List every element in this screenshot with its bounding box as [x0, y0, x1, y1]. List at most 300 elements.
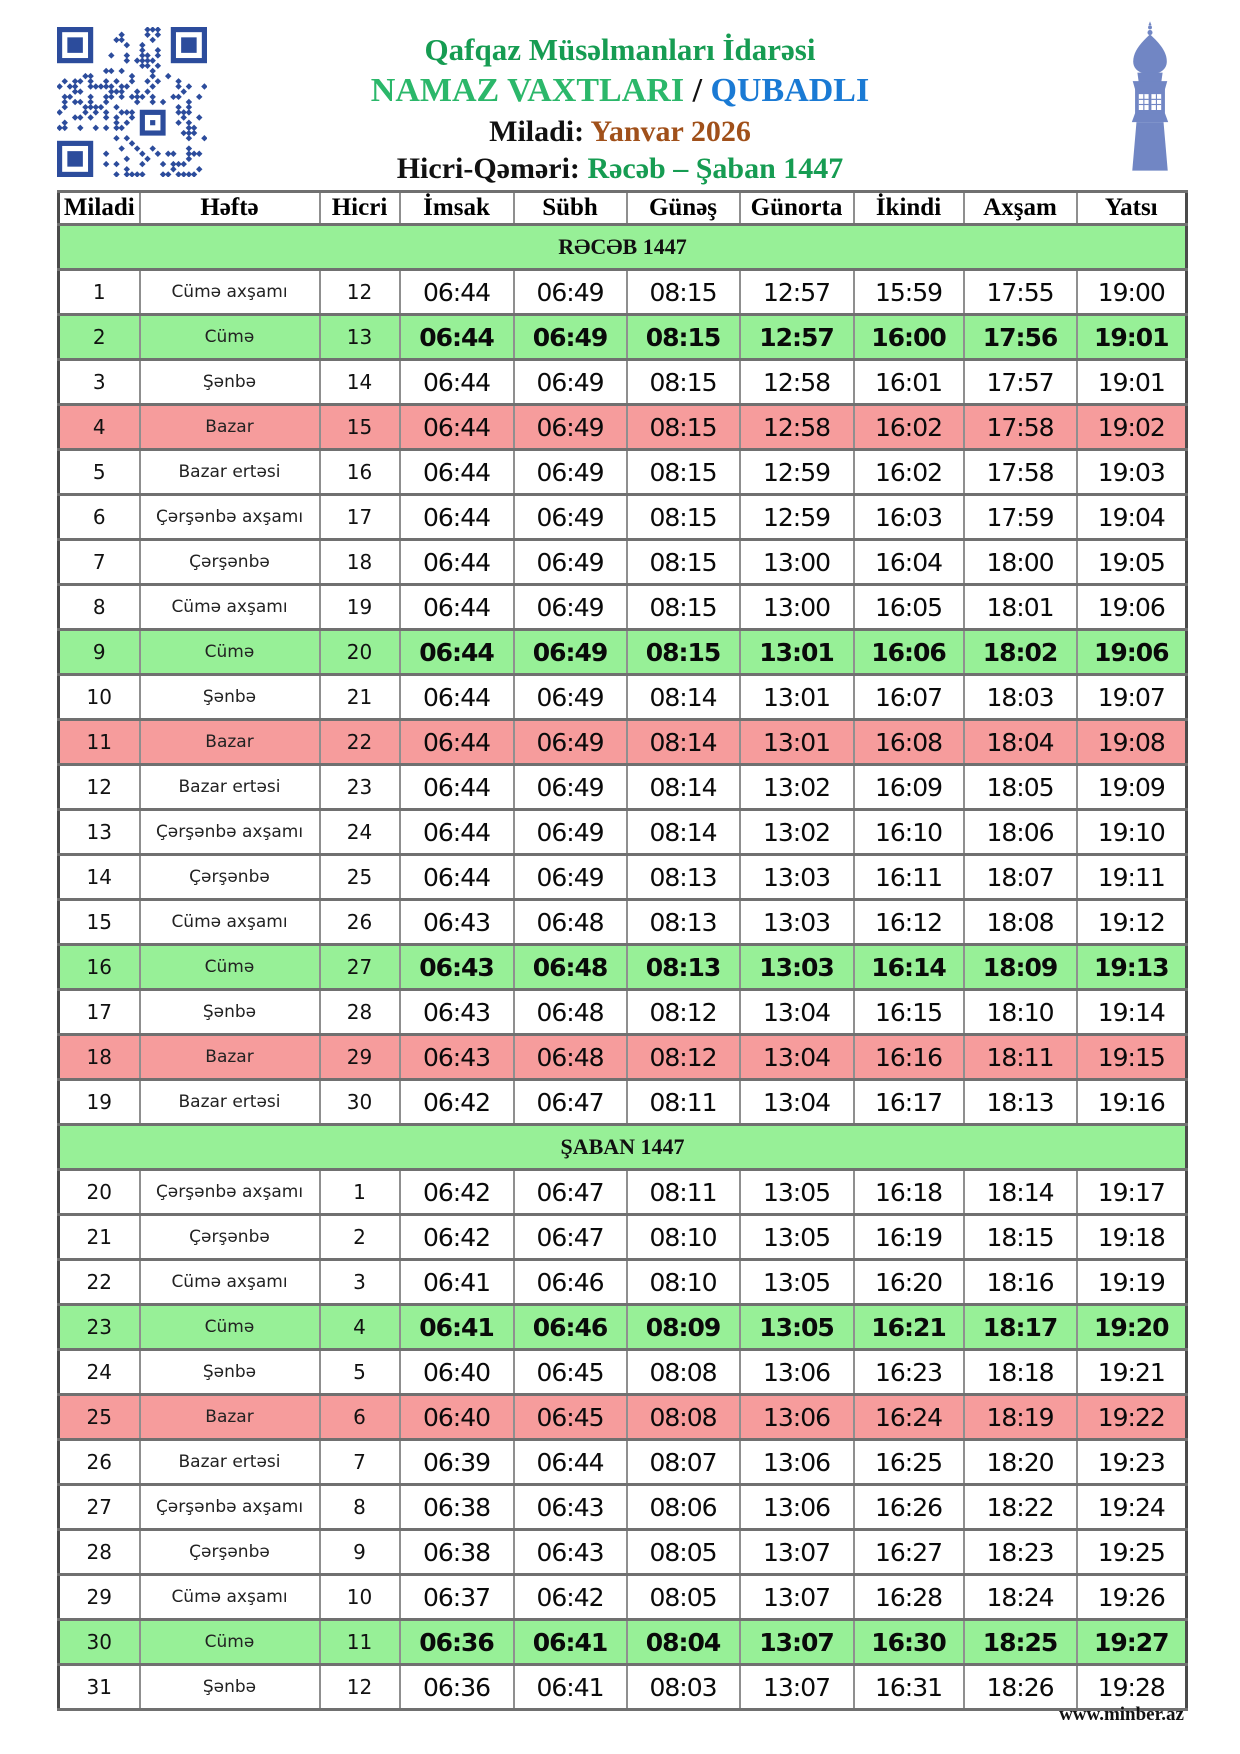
ikindi-time-cell: 16:05: [854, 585, 964, 630]
miladi-day-cell: 9: [59, 630, 140, 675]
gunes-time-cell: 08:12: [627, 990, 740, 1035]
miladi-day-cell: 5: [59, 450, 140, 495]
subh-time-cell: 06:49: [514, 630, 627, 675]
day-row: [59, 1530, 1187, 1575]
day-row: [59, 1170, 1187, 1215]
yatsi-time-cell: 19:17: [1077, 1170, 1187, 1215]
weekday-cell: Şənbə: [140, 360, 320, 405]
axsam-time-cell: 17:56: [964, 315, 1077, 360]
minaret-icon: [1108, 16, 1192, 176]
hicri-day-cell: 5: [320, 1350, 400, 1395]
axsam-time-cell: 18:06: [964, 810, 1077, 855]
miladi-day-cell: 29: [59, 1575, 140, 1620]
gunes-time-cell: 08:15: [627, 405, 740, 450]
gunes-time-cell: 08:15: [627, 270, 740, 315]
imsak-time-cell: 06:37: [400, 1575, 514, 1620]
yatsi-time-cell: 19:27: [1077, 1620, 1187, 1665]
weekday-cell: Şənbə: [140, 1350, 320, 1395]
gunes-time-cell: 08:15: [627, 585, 740, 630]
title-text: NAMAZ VAXTLARI: [370, 71, 685, 109]
weekday-cell: Çərşənbə axşamı: [140, 1485, 320, 1530]
hicri-day-cell: 7: [320, 1440, 400, 1485]
day-row: [59, 1350, 1187, 1395]
weekday-cell: Cümə axşamı: [140, 1260, 320, 1305]
page-title: [210, 71, 1030, 111]
gunorta-time-cell: 13:07: [740, 1575, 854, 1620]
yatsi-time-cell: 19:04: [1077, 495, 1187, 540]
imsak-time-cell: 06:36: [400, 1620, 514, 1665]
axsam-time-cell: 18:08: [964, 900, 1077, 945]
gunorta-time-cell: 13:03: [740, 900, 854, 945]
yatsi-time-cell: 19:06: [1077, 585, 1187, 630]
yatsi-time-cell: 19:19: [1077, 1260, 1187, 1305]
subh-time-cell: 06:49: [514, 450, 627, 495]
yatsi-time-cell: 19:23: [1077, 1440, 1187, 1485]
ikindi-time-cell: 16:15: [854, 990, 964, 1035]
yatsi-time-cell: 19:26: [1077, 1575, 1187, 1620]
hicri-day-cell: 17: [320, 495, 400, 540]
yatsi-time-cell: 19:14: [1077, 990, 1187, 1035]
gunes-time-cell: 08:14: [627, 765, 740, 810]
axsam-time-cell: 18:01: [964, 585, 1077, 630]
hicri-day-cell: 26: [320, 900, 400, 945]
yatsi-time-cell: 19:09: [1077, 765, 1187, 810]
imsak-time-cell: 06:44: [400, 360, 514, 405]
yatsi-time-cell: 19:07: [1077, 675, 1187, 720]
yatsi-time-cell: 19:12: [1077, 900, 1187, 945]
column-header-row: [59, 192, 1187, 225]
ikindi-time-cell: 16:03: [854, 495, 964, 540]
gunes-time-cell: 08:11: [627, 1080, 740, 1125]
hicri-day-cell: 1: [320, 1170, 400, 1215]
weekday-cell: Şənbə: [140, 1665, 320, 1710]
hicri-day-cell: 23: [320, 765, 400, 810]
weekday-cell: Çərşənbə: [140, 855, 320, 900]
miladi-day-cell: 10: [59, 675, 140, 720]
miladi-day-cell: 24: [59, 1350, 140, 1395]
gunorta-time-cell: 13:07: [740, 1665, 854, 1710]
miladi-day-cell: 12: [59, 765, 140, 810]
gunes-time-cell: 08:05: [627, 1530, 740, 1575]
subh-time-cell: 06:49: [514, 315, 627, 360]
hicri-label: Hicri-Qəməri:: [396, 152, 588, 186]
ikindi-time-cell: 16:30: [854, 1620, 964, 1665]
yatsi-time-cell: 19:25: [1077, 1530, 1187, 1575]
gunorta-time-cell: 13:05: [740, 1260, 854, 1305]
day-row: [59, 1485, 1187, 1530]
imsak-time-cell: 06:44: [400, 765, 514, 810]
yatsi-time-cell: 19:24: [1077, 1485, 1187, 1530]
gunorta-time-cell: 13:02: [740, 765, 854, 810]
subh-time-cell: 06:46: [514, 1260, 627, 1305]
hicri-value: Rəcəb – Şaban 1447: [587, 152, 844, 186]
column-header-ikindi: İkindi: [854, 192, 964, 225]
ikindi-time-cell: 16:31: [854, 1665, 964, 1710]
weekday-cell: Cümə: [140, 315, 320, 360]
day-row: [59, 315, 1187, 360]
hicri-day-cell: 22: [320, 720, 400, 765]
ikindi-time-cell: 16:02: [854, 405, 964, 450]
ikindi-time-cell: 15:59: [854, 270, 964, 315]
ikindi-time-cell: 16:18: [854, 1170, 964, 1215]
ikindi-time-cell: 16:00: [854, 315, 964, 360]
miladi-day-cell: 7: [59, 540, 140, 585]
day-row: [59, 1575, 1187, 1620]
imsak-time-cell: 06:44: [400, 810, 514, 855]
subh-time-cell: 06:49: [514, 675, 627, 720]
miladi-day-cell: 4: [59, 405, 140, 450]
miladi-day-cell: 17: [59, 990, 140, 1035]
hicri-day-cell: 29: [320, 1035, 400, 1080]
miladi-day-cell: 13: [59, 810, 140, 855]
yatsi-time-cell: 19:20: [1077, 1305, 1187, 1350]
prayer-table-body: [59, 225, 1187, 1710]
hicri-day-cell: 4: [320, 1305, 400, 1350]
miladi-day-cell: 31: [59, 1665, 140, 1710]
gunorta-time-cell: 12:57: [740, 315, 854, 360]
day-row: [59, 1440, 1187, 1485]
day-row: [59, 765, 1187, 810]
gunorta-time-cell: 13:06: [740, 1350, 854, 1395]
column-header-hefte: Həftə: [140, 192, 320, 225]
gunes-time-cell: 08:08: [627, 1395, 740, 1440]
hicri-day-cell: 3: [320, 1260, 400, 1305]
miladi-day-cell: 3: [59, 360, 140, 405]
miladi-day-cell: 22: [59, 1260, 140, 1305]
weekday-cell: Bazar: [140, 720, 320, 765]
gunes-time-cell: 08:11: [627, 1170, 740, 1215]
imsak-time-cell: 06:44: [400, 495, 514, 540]
axsam-time-cell: 18:23: [964, 1530, 1077, 1575]
weekday-cell: Çərşənbə axşamı: [140, 810, 320, 855]
weekday-cell: Cümə axşamı: [140, 1575, 320, 1620]
miladi-day-cell: 26: [59, 1440, 140, 1485]
hicri-day-cell: 20: [320, 630, 400, 675]
gunes-time-cell: 08:03: [627, 1665, 740, 1710]
imsak-time-cell: 06:44: [400, 540, 514, 585]
subh-time-cell: 06:47: [514, 1215, 627, 1260]
ikindi-time-cell: 16:10: [854, 810, 964, 855]
yatsi-time-cell: 19:21: [1077, 1350, 1187, 1395]
imsak-time-cell: 06:44: [400, 315, 514, 360]
imsak-time-cell: 06:43: [400, 1035, 514, 1080]
subh-time-cell: 06:47: [514, 1080, 627, 1125]
imsak-time-cell: 06:44: [400, 855, 514, 900]
axsam-time-cell: 18:11: [964, 1035, 1077, 1080]
imsak-time-cell: 06:42: [400, 1170, 514, 1215]
weekday-cell: Çərşənbə: [140, 1215, 320, 1260]
ikindi-time-cell: 16:04: [854, 540, 964, 585]
axsam-time-cell: 18:26: [964, 1665, 1077, 1710]
weekday-cell: Cümə: [140, 1305, 320, 1350]
subh-time-cell: 06:48: [514, 1035, 627, 1080]
miladi-day-cell: 14: [59, 855, 140, 900]
gunorta-time-cell: 12:59: [740, 450, 854, 495]
gunorta-time-cell: 12:59: [740, 495, 854, 540]
gunorta-time-cell: 13:01: [740, 720, 854, 765]
weekday-cell: Bazar ertəsi: [140, 765, 320, 810]
axsam-time-cell: 17:58: [964, 405, 1077, 450]
weekday-cell: Bazar: [140, 1395, 320, 1440]
ikindi-time-cell: 16:25: [854, 1440, 964, 1485]
axsam-time-cell: 17:59: [964, 495, 1077, 540]
weekday-cell: Cümə: [140, 945, 320, 990]
gunorta-time-cell: 13:00: [740, 540, 854, 585]
hicri-day-cell: 9: [320, 1530, 400, 1575]
gunorta-time-cell: 13:00: [740, 585, 854, 630]
axsam-time-cell: 18:18: [964, 1350, 1077, 1395]
ikindi-time-cell: 16:01: [854, 360, 964, 405]
miladi-day-cell: 27: [59, 1485, 140, 1530]
axsam-time-cell: 18:13: [964, 1080, 1077, 1125]
gunes-time-cell: 08:09: [627, 1305, 740, 1350]
column-header-imsak: İmsak: [400, 192, 514, 225]
gunes-time-cell: 08:15: [627, 495, 740, 540]
gunes-time-cell: 08:15: [627, 360, 740, 405]
imsak-time-cell: 06:38: [400, 1485, 514, 1530]
miladi-day-cell: 23: [59, 1305, 140, 1350]
miladi-day-cell: 6: [59, 495, 140, 540]
gunorta-time-cell: 13:05: [740, 1215, 854, 1260]
subh-time-cell: 06:41: [514, 1620, 627, 1665]
subh-time-cell: 06:49: [514, 720, 627, 765]
weekday-cell: Şənbə: [140, 675, 320, 720]
yatsi-time-cell: 19:16: [1077, 1080, 1187, 1125]
day-row: [59, 540, 1187, 585]
axsam-time-cell: 18:02: [964, 630, 1077, 675]
imsak-time-cell: 06:42: [400, 1215, 514, 1260]
subh-time-cell: 06:49: [514, 540, 627, 585]
gunes-time-cell: 08:15: [627, 450, 740, 495]
imsak-time-cell: 06:44: [400, 720, 514, 765]
gunorta-time-cell: 13:04: [740, 990, 854, 1035]
day-row: [59, 1305, 1187, 1350]
yatsi-time-cell: 19:13: [1077, 945, 1187, 990]
ikindi-time-cell: 16:02: [854, 450, 964, 495]
gunes-time-cell: 08:13: [627, 900, 740, 945]
gunes-time-cell: 08:06: [627, 1485, 740, 1530]
ikindi-time-cell: 16:07: [854, 675, 964, 720]
imsak-time-cell: 06:38: [400, 1530, 514, 1575]
weekday-cell: Bazar: [140, 405, 320, 450]
gunorta-time-cell: 13:07: [740, 1530, 854, 1575]
subh-time-cell: 06:48: [514, 900, 627, 945]
subh-time-cell: 06:48: [514, 990, 627, 1035]
ikindi-time-cell: 16:14: [854, 945, 964, 990]
subh-time-cell: 06:44: [514, 1440, 627, 1485]
hicri-day-cell: 24: [320, 810, 400, 855]
imsak-time-cell: 06:44: [400, 675, 514, 720]
hicri-day-cell: 12: [320, 270, 400, 315]
page-header: [210, 32, 1030, 186]
ikindi-time-cell: 16:19: [854, 1215, 964, 1260]
subh-time-cell: 06:49: [514, 270, 627, 315]
day-row: [59, 945, 1187, 990]
yatsi-time-cell: 19:28: [1077, 1665, 1187, 1710]
hicri-day-cell: 6: [320, 1395, 400, 1440]
ikindi-time-cell: 16:17: [854, 1080, 964, 1125]
yatsi-time-cell: 19:10: [1077, 810, 1187, 855]
yatsi-time-cell: 19:06: [1077, 630, 1187, 675]
miladi-day-cell: 2: [59, 315, 140, 360]
yatsi-time-cell: 19:03: [1077, 450, 1187, 495]
miladi-day-cell: 1: [59, 270, 140, 315]
hicri-day-cell: 10: [320, 1575, 400, 1620]
subh-time-cell: 06:42: [514, 1575, 627, 1620]
month-section-title: RƏCƏB 1447: [59, 225, 1187, 270]
axsam-time-cell: 18:00: [964, 540, 1077, 585]
subh-time-cell: 06:49: [514, 855, 627, 900]
imsak-time-cell: 06:36: [400, 1665, 514, 1710]
imsak-time-cell: 06:43: [400, 900, 514, 945]
ikindi-time-cell: 16:11: [854, 855, 964, 900]
hicri-day-cell: 14: [320, 360, 400, 405]
day-row: [59, 630, 1187, 675]
subh-time-cell: 06:43: [514, 1530, 627, 1575]
miladi-day-cell: 16: [59, 945, 140, 990]
hicri-line: [210, 151, 1030, 186]
day-row: [59, 405, 1187, 450]
weekday-cell: Bazar: [140, 1035, 320, 1080]
gunorta-time-cell: 13:07: [740, 1620, 854, 1665]
axsam-time-cell: 18:24: [964, 1575, 1077, 1620]
miladi-day-cell: 21: [59, 1215, 140, 1260]
axsam-time-cell: 17:55: [964, 270, 1077, 315]
gunes-time-cell: 08:10: [627, 1215, 740, 1260]
day-row: [59, 855, 1187, 900]
miladi-day-cell: 20: [59, 1170, 140, 1215]
gunorta-time-cell: 13:06: [740, 1485, 854, 1530]
subh-time-cell: 06:45: [514, 1395, 627, 1440]
imsak-time-cell: 06:44: [400, 405, 514, 450]
day-row: [59, 810, 1187, 855]
gunes-time-cell: 08:13: [627, 945, 740, 990]
axsam-time-cell: 18:20: [964, 1440, 1077, 1485]
hicri-day-cell: 15: [320, 405, 400, 450]
day-row: [59, 1035, 1187, 1080]
gunorta-time-cell: 13:04: [740, 1080, 854, 1125]
subh-time-cell: 06:49: [514, 360, 627, 405]
website-link[interactable]: www.minber.az: [1059, 1704, 1184, 1725]
weekday-cell: Cümə: [140, 1620, 320, 1665]
gunorta-time-cell: 12:57: [740, 270, 854, 315]
ikindi-time-cell: 16:20: [854, 1260, 964, 1305]
yatsi-time-cell: 19:22: [1077, 1395, 1187, 1440]
hicri-day-cell: 21: [320, 675, 400, 720]
axsam-time-cell: 17:58: [964, 450, 1077, 495]
gunorta-time-cell: 13:05: [740, 1170, 854, 1215]
miladi-value: Yanvar 2026: [590, 114, 751, 148]
gunorta-time-cell: 13:01: [740, 675, 854, 720]
subh-time-cell: 06:43: [514, 1485, 627, 1530]
day-row: [59, 720, 1187, 765]
imsak-time-cell: 06:40: [400, 1350, 514, 1395]
imsak-time-cell: 06:41: [400, 1305, 514, 1350]
day-row: [59, 900, 1187, 945]
axsam-time-cell: 18:03: [964, 675, 1077, 720]
column-header-gunorta: Günorta: [740, 192, 854, 225]
subh-time-cell: 06:45: [514, 1350, 627, 1395]
gunes-time-cell: 08:07: [627, 1440, 740, 1485]
gunorta-time-cell: 13:01: [740, 630, 854, 675]
day-row: [59, 1665, 1187, 1710]
gunorta-time-cell: 13:06: [740, 1395, 854, 1440]
gunes-time-cell: 08:04: [627, 1620, 740, 1665]
ikindi-time-cell: 16:26: [854, 1485, 964, 1530]
day-row: [59, 360, 1187, 405]
subh-time-cell: 06:47: [514, 1170, 627, 1215]
gunes-time-cell: 08:15: [627, 540, 740, 585]
gunes-time-cell: 08:15: [627, 630, 740, 675]
day-row: [59, 495, 1187, 540]
miladi-day-cell: 19: [59, 1080, 140, 1125]
day-row: [59, 270, 1187, 315]
gunes-time-cell: 08:14: [627, 720, 740, 765]
axsam-time-cell: 18:19: [964, 1395, 1077, 1440]
weekday-cell: Cümə axşamı: [140, 585, 320, 630]
yatsi-time-cell: 19:05: [1077, 540, 1187, 585]
weekday-cell: Çərşənbə: [140, 540, 320, 585]
gunes-time-cell: 08:05: [627, 1575, 740, 1620]
miladi-day-cell: 30: [59, 1620, 140, 1665]
gunes-time-cell: 08:15: [627, 315, 740, 360]
column-header-gunes: Günəş: [627, 192, 740, 225]
day-row: [59, 1080, 1187, 1125]
day-row: [59, 990, 1187, 1035]
gunorta-time-cell: 13:05: [740, 1305, 854, 1350]
column-header-miladi: Miladi: [59, 192, 140, 225]
column-header-yatsi: Yatsı: [1077, 192, 1187, 225]
month-section-row: [59, 225, 1187, 270]
axsam-time-cell: 18:15: [964, 1215, 1077, 1260]
miladi-day-cell: 8: [59, 585, 140, 630]
hicri-day-cell: 13: [320, 315, 400, 360]
gunorta-time-cell: 13:06: [740, 1440, 854, 1485]
day-row: [59, 1215, 1187, 1260]
subh-time-cell: 06:49: [514, 810, 627, 855]
weekday-cell: Bazar ertəsi: [140, 1080, 320, 1125]
hicri-day-cell: 27: [320, 945, 400, 990]
yatsi-time-cell: 19:11: [1077, 855, 1187, 900]
gunorta-time-cell: 13:02: [740, 810, 854, 855]
ikindi-time-cell: 16:28: [854, 1575, 964, 1620]
day-row: [59, 1620, 1187, 1665]
hicri-day-cell: 25: [320, 855, 400, 900]
imsak-time-cell: 06:42: [400, 1080, 514, 1125]
ikindi-time-cell: 16:06: [854, 630, 964, 675]
gunes-time-cell: 08:14: [627, 810, 740, 855]
subh-time-cell: 06:49: [514, 765, 627, 810]
ikindi-time-cell: 16:21: [854, 1305, 964, 1350]
ikindi-time-cell: 16:09: [854, 765, 964, 810]
axsam-time-cell: 18:17: [964, 1305, 1077, 1350]
axsam-time-cell: 18:22: [964, 1485, 1077, 1530]
weekday-cell: Cümə axşamı: [140, 270, 320, 315]
yatsi-time-cell: 19:01: [1077, 315, 1187, 360]
weekday-cell: Cümə axşamı: [140, 900, 320, 945]
month-section-row: [59, 1125, 1187, 1170]
month-section-title: ŞABAN 1447: [59, 1125, 1187, 1170]
ikindi-time-cell: 16:23: [854, 1350, 964, 1395]
weekday-cell: Çərşənbə axşamı: [140, 1170, 320, 1215]
ikindi-time-cell: 16:16: [854, 1035, 964, 1080]
imsak-time-cell: 06:39: [400, 1440, 514, 1485]
subh-time-cell: 06:46: [514, 1305, 627, 1350]
imsak-time-cell: 06:41: [400, 1260, 514, 1305]
column-header-axsam: Axşam: [964, 192, 1077, 225]
yatsi-time-cell: 19:00: [1077, 270, 1187, 315]
yatsi-time-cell: 19:18: [1077, 1215, 1187, 1260]
